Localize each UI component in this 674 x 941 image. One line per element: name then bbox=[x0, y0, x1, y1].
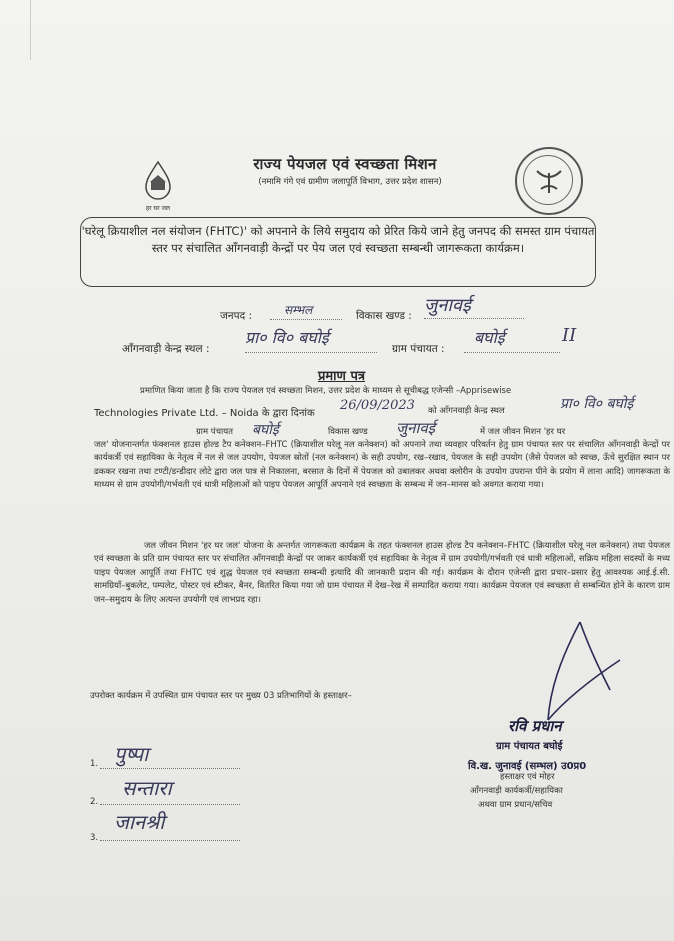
vikas-khand-label: विकास खण्ड : bbox=[356, 310, 412, 322]
para1-company: Technologies Private Ltd. – Noida के द्वारा दिनांक bbox=[94, 408, 315, 419]
para1-line3-c: में जल जीवन मिशन 'हर घर bbox=[480, 427, 566, 437]
pradhan-signature: रवि प्रधान bbox=[508, 717, 562, 735]
signature-label-1: हस्ताक्षर एवं मोहर bbox=[500, 772, 555, 782]
participant-3-signature bbox=[100, 808, 240, 841]
vikas-khand-field bbox=[424, 293, 524, 319]
para1-line3-vk: जुनावई bbox=[396, 419, 436, 437]
participants-intro: उपरोक्त कार्यक्रम में उपस्थित ग्राम पंचायत स्तर पर मुख्य 03 प्रतिभागियों के हस्ताक्षर– bbox=[90, 691, 352, 701]
participant-3-num: 3. bbox=[90, 833, 99, 843]
gram-panchayat-suffix: II bbox=[562, 325, 577, 346]
para1-place: प्रा० वि० बघोई bbox=[560, 396, 634, 412]
vikas-khand-value: जुनावई bbox=[424, 295, 471, 316]
participant-2-num: 2. bbox=[90, 797, 99, 807]
header-title: राज्य पेयजल एवं स्वच्छता मिशन bbox=[253, 155, 437, 173]
up-government-seal bbox=[515, 147, 583, 215]
program-title-box bbox=[80, 217, 596, 287]
gram-panchayat-value: बघोई bbox=[474, 328, 505, 347]
signature-label-3: अथवा ग्राम प्रधान/सचिव bbox=[478, 800, 553, 810]
program-title-text: 'घरेलू क्रियाशील नल संयोजन (FHTC)' को अपनाने के लिये समुदाय को प्रेरित किये जाने हेतु जनपद की समस्त ग्राम पंचायत स्तर पर संचालित आँगनवाड़ी केन्द्रों पर पेय जल एवं स्वच्छता सम्बन्धी जागरूकता कार्यक्रम। bbox=[81, 224, 595, 255]
gram-panchayat-field bbox=[464, 326, 560, 353]
logo-caption: हर घर जल bbox=[146, 205, 170, 212]
janpad-field bbox=[270, 301, 342, 320]
para1-line3-gp: बघोई bbox=[252, 422, 279, 438]
stamp-line2: वि.ख. जुनावई (सम्भल) उ0प्र0 bbox=[468, 761, 587, 772]
gram-panchayat-label: ग्राम पंचायत : bbox=[392, 343, 445, 355]
para1-line3-b: विकास खण्ड bbox=[328, 427, 368, 437]
anganwadi-label: आँगनवाड़ी केन्द्र स्थल : bbox=[122, 343, 210, 355]
para1-line1: प्रमाणित किया जाता है कि राज्य पेयजल एवं स्वच्छता मिशन, उत्तर प्रदेश के माध्यम से सूचीबद्ध एजेन्सी –Apprisewise bbox=[140, 386, 512, 396]
header-subtitle: (नमामि गंगे एवं ग्रामीण जलापूर्ति विभाग, उत्तर प्रदेश शासन) bbox=[258, 177, 442, 187]
para2-body: जल जीवन मिशन 'हर घर जल' योजना के अन्तर्गत जागरूकता कार्यक्रम के तहत फंक्शनल हाउस होल्ड टैप कनेक्शन–FHTC (क्रियाशील घरेलू नल कनेक्शन) तथा पेयजल एवं स्वच्छता के प्रति ग्राम पंचायत स्तर पर संचालित आँगनवाड़ी केन्द्रों पर जाकर कार्यकर्त्री एवं सहायिका के नेतृत्व में ग्राम उपयोगी/गर्भवती एवं धात्री महिलाओं, सक्रिय महिला सदस्यों के मध्य पाइप पेयजल आपूर्ति तथा FHTC एवं शुद्ध पेयजल एवं स्वच्छता सम्बन्धी इत्यादि की जानकारी प्रदान की गई। कार्यक्रम के दौरान एजेन्सी द्वारा प्रचार–प्रसार हेतु आवश्यक आई.ई.सी. सामग्रियाँ–बुकलेट, पम्पलेट, पोस्टर एवं स्टीकर, बैनर, वितरित किया गया जो ग्राम पंचायत में देख–रेख में सम्पादित कराया गया। कार्यक्रम पेयजल एवं स्वच्छता से सम्बन्धित होने के कारण ग्राम जन–समुदाय के लिए अत्यन्त उपयोगी एवं लाभप्रद रहा। bbox=[94, 541, 670, 605]
janpad-label: जनपद : bbox=[220, 310, 253, 322]
paper-crease bbox=[30, 0, 35, 60]
participant-1-num: 1. bbox=[90, 759, 99, 769]
janpad-value: सम्भल bbox=[284, 303, 313, 317]
para1-line3-a: ग्राम पंचायत bbox=[196, 427, 233, 437]
para1-line2-rest: को आँगनवाड़ी केन्द्र स्थल bbox=[428, 406, 505, 416]
para1-date: 26/09/2023 bbox=[340, 398, 415, 413]
participant-2-signature bbox=[100, 774, 240, 805]
stamp-line1: ग्राम पंचायत बघोई bbox=[496, 741, 563, 752]
anganwadi-value: प्रा० वि० बघोई bbox=[245, 328, 329, 347]
participant-1-name: पुष्पा bbox=[114, 742, 149, 766]
para1-body: जल' योजनान्तर्गत फंक्शनल हाउस होल्ड टैप कनेक्शन–FHTC (क्रियाशील घरेलू नल कनेक्शन) को अपनाने तथा व्यवहार परिवर्तन हेतु ग्राम पंचायत स्तर पर संचालित आँगनवाड़ी केन्द्रों पर कार्यकर्त्री एवं सहायिका के नेतृत्व में नल से जल उपयोग, पेयजल स्रोतों (नल कनेक्शन) के सही उपयोग, रख–रखाव, पेयजल के सही उपयोग (जैसे पेयजल को स्वच्छ, ऊँचे सुरक्षित स्थान पर ढककर रखना तथा टण्टी/डन्डीदार लोटे द्वारा जल पात्र से निकालना, बरसात के दिनों में पेयजल को उबालकर अथवा क्लोरीन के उपयोग उपरान्त पीने के प्रयोग में लाना आदि) जागरूकता के माध्यम से ग्राम उपयोगी/गर्भवती एवं धात्री महिलाओं को पाइप पेयजल आपूर्ति अपनाने एवं स्वच्छता के सम्बन्ध में जन–मानस को अवगत कराया गया। bbox=[94, 440, 670, 491]
participant-3-name: जानश्री bbox=[114, 810, 165, 834]
participant-1-signature bbox=[100, 740, 240, 769]
anganwadi-field bbox=[245, 326, 377, 353]
participant-2-name: सन्तारा bbox=[122, 776, 172, 800]
signature-label-2: आँगनवाड़ी कार्यकर्त्री/सहायिका bbox=[470, 786, 563, 796]
pradhan-signature-flourish bbox=[520, 620, 640, 730]
certificate-title: प्रमाण पत्र bbox=[318, 369, 366, 384]
